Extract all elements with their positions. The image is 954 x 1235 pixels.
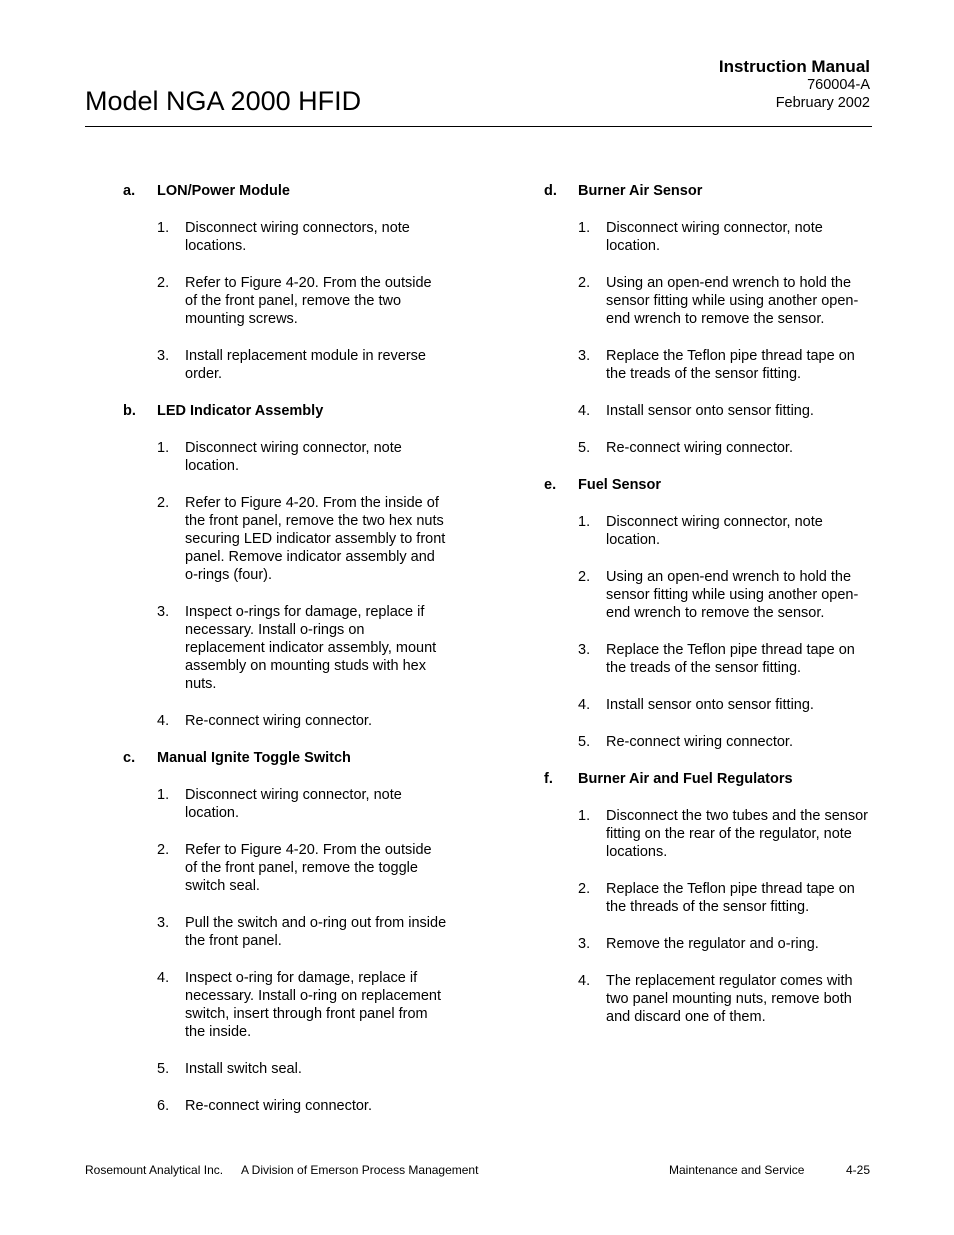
procedure-step <box>544 733 874 751</box>
step-text: Refer to Figure 4-20. From the outside of the front panel, remove the two mounting screws. <box>185 275 432 327</box>
procedure-step <box>544 439 874 457</box>
step-text: Inspect o-rings for damage, replace if necessary. Install o-rings on replacement indicator assembly, mount assembly on mounting studs with hex nuts. <box>185 604 437 692</box>
procedure-step <box>544 219 874 255</box>
section-title: Burner Air and Fuel Regulators <box>578 771 793 787</box>
step-text: Refer to Figure 4-20. From the outside of the front panel, remove the toggle switch seal. <box>185 842 432 894</box>
procedure-step <box>544 347 874 383</box>
procedure-section <box>544 182 874 457</box>
procedure-step <box>123 439 453 475</box>
step-text: Using an open-end wrench to hold the sensor fitting while using another open-end wrench to remove the sensor. <box>606 275 859 327</box>
procedure-step <box>123 786 453 822</box>
step-number: 5. <box>578 734 591 750</box>
left-column <box>123 182 453 1134</box>
procedure-step <box>544 568 874 622</box>
section-title: LON/Power Module <box>157 183 290 199</box>
step-text: Re-connect wiring connector. <box>185 1098 372 1114</box>
section-letter: c. <box>123 750 136 766</box>
procedure-step <box>123 219 453 255</box>
step-number: 3. <box>157 604 170 620</box>
step-number: 2. <box>157 842 170 858</box>
step-text: Install replacement module in reverse order. <box>185 348 426 382</box>
section-heading <box>544 770 874 788</box>
step-number: 4. <box>157 713 170 729</box>
procedure-step <box>123 347 453 383</box>
procedure-section <box>544 476 874 751</box>
procedure-step <box>544 641 874 677</box>
procedure-step <box>123 494 453 584</box>
step-number: 3. <box>578 936 591 952</box>
step-number: 3. <box>578 348 591 364</box>
section-title: LED Indicator Assembly <box>157 403 324 419</box>
procedure-step <box>123 1060 453 1078</box>
procedure-step <box>544 935 874 953</box>
doc-date: February 2002 <box>775 94 870 111</box>
footer-page-number: 4-25 <box>845 1163 870 1177</box>
step-number: 2. <box>578 275 591 291</box>
step-number: 2. <box>578 881 591 897</box>
step-number: 4. <box>578 403 591 419</box>
step-number: 3. <box>578 642 591 658</box>
procedure-step <box>544 402 874 420</box>
right-column <box>544 182 874 1045</box>
step-text: Disconnect wiring connector, note location. <box>606 514 823 548</box>
step-number: 1. <box>157 787 170 803</box>
step-text: Install sensor onto sensor fitting. <box>606 403 814 419</box>
section-heading <box>123 749 453 767</box>
doc-number: 760004-A <box>807 77 870 93</box>
section-heading <box>544 476 874 494</box>
section-letter: e. <box>544 477 557 493</box>
procedure-step <box>123 603 453 693</box>
footer-chapter: Maintenance and Service <box>669 1163 805 1177</box>
section-heading <box>123 402 453 420</box>
step-text: Re-connect wiring connector. <box>185 713 372 729</box>
section-letter: a. <box>123 183 136 199</box>
manual-label: Instruction Manual <box>718 57 870 76</box>
step-text: Disconnect wiring connector, note location. <box>606 220 823 254</box>
step-number: 1. <box>578 514 591 530</box>
procedure-section <box>544 770 874 1026</box>
step-text: The replacement regulator comes with two panel mounting nuts, remove both and discard one of them. <box>606 973 853 1025</box>
footer-company: Rosemount Analytical Inc. <box>85 1163 224 1177</box>
section-heading <box>544 182 874 200</box>
step-text: Using an open-end wrench to hold the sensor fitting while using another open-end wrench to remove the sensor. <box>606 569 859 621</box>
section-letter: f. <box>544 771 553 787</box>
step-text: Re-connect wiring connector. <box>606 734 793 750</box>
step-number: 1. <box>157 220 170 236</box>
procedure-section <box>123 749 453 1115</box>
step-text: Replace the Teflon pipe thread tape on the threads of the sensor fitting. <box>606 881 855 915</box>
procedure-step <box>544 696 874 714</box>
procedure-step <box>123 1097 453 1115</box>
step-number: 2. <box>157 275 170 291</box>
step-text: Disconnect wiring connector, note location. <box>185 440 402 474</box>
step-text: Refer to Figure 4-20. From the inside of the front panel, remove the two hex nuts securing LED indicator assembly to front panel. Remove indicator assembly and o-rings (four). <box>185 495 446 583</box>
procedure-step <box>123 712 453 730</box>
step-text: Replace the Teflon pipe thread tape on the treads of the sensor fitting. <box>606 642 855 676</box>
procedure-step <box>123 841 453 895</box>
step-number: 2. <box>578 569 591 585</box>
step-number: 1. <box>578 808 591 824</box>
step-number: 3. <box>157 348 170 364</box>
step-text: Disconnect wiring connector, note location. <box>185 787 402 821</box>
procedure-step <box>123 914 453 950</box>
procedure-section <box>123 402 453 730</box>
step-text: Replace the Teflon pipe thread tape on the treads of the sensor fitting. <box>606 348 855 382</box>
section-title: Burner Air Sensor <box>578 183 703 199</box>
step-text: Re-connect wiring connector. <box>606 440 793 456</box>
step-number: 5. <box>157 1061 170 1077</box>
step-number: 2. <box>157 495 170 511</box>
section-title: Fuel Sensor <box>578 477 661 493</box>
step-number: 1. <box>157 440 170 456</box>
procedure-section <box>123 182 453 383</box>
step-number: 4. <box>578 697 591 713</box>
section-letter: d. <box>544 183 557 199</box>
section-title: Manual Ignite Toggle Switch <box>157 750 351 766</box>
step-number: 5. <box>578 440 591 456</box>
section-letter: b. <box>123 403 136 419</box>
header-divider <box>85 126 872 127</box>
procedure-step <box>544 880 874 916</box>
step-number: 1. <box>578 220 591 236</box>
step-text: Disconnect wiring connectors, note locations. <box>185 220 410 254</box>
footer-division: A Division of Emerson Process Management <box>241 1163 479 1177</box>
step-text: Pull the switch and o-ring out from inside the front panel. <box>185 915 447 949</box>
procedure-step <box>544 513 874 549</box>
step-number: 3. <box>157 915 170 931</box>
procedure-step <box>544 274 874 328</box>
step-number: 6. <box>157 1098 170 1114</box>
step-number: 4. <box>578 973 591 989</box>
procedure-step <box>544 972 874 1026</box>
header-info <box>719 57 870 112</box>
section-heading <box>123 182 453 200</box>
procedure-step <box>123 969 453 1041</box>
step-text: Install switch seal. <box>185 1061 302 1077</box>
step-text: Inspect o-ring for damage, replace if necessary. Install o-ring on replacement switch, insert through front panel from the inside. <box>185 970 442 1040</box>
procedure-step <box>544 807 874 861</box>
document-title: Model NGA 2000 HFID <box>85 86 362 116</box>
step-number: 4. <box>157 970 170 986</box>
step-text: Remove the regulator and o-ring. <box>606 936 819 952</box>
step-text: Install sensor onto sensor fitting. <box>606 697 814 713</box>
step-text: Disconnect the two tubes and the sensor fitting on the rear of the regulator, note locations. <box>606 808 868 860</box>
procedure-step <box>123 274 453 328</box>
